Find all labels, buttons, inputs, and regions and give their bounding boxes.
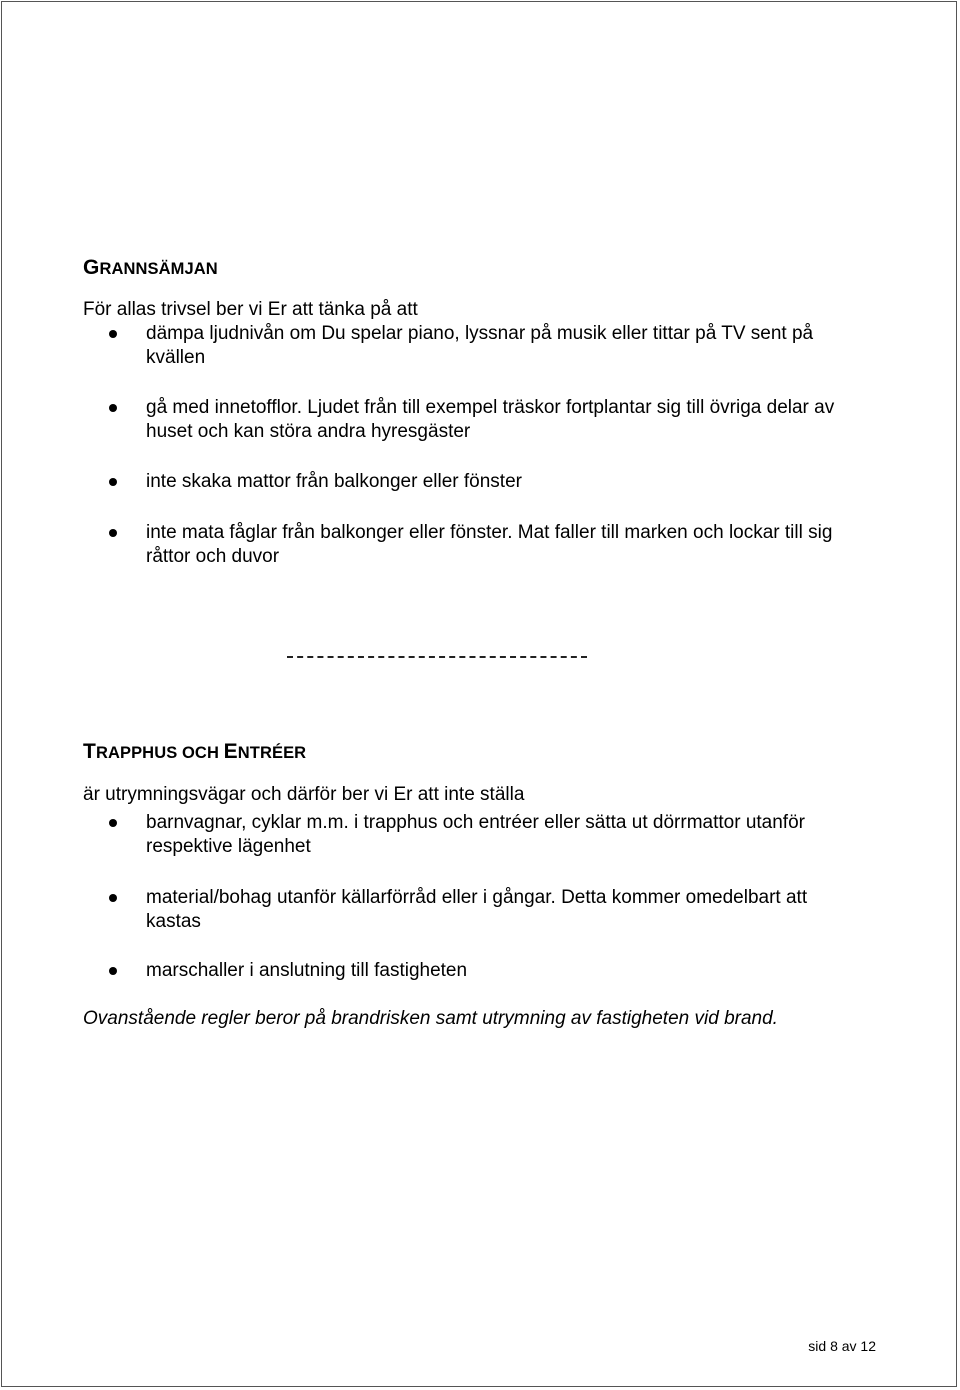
section-heading-trapphus: TRAPPHUS OCH ENTRÉER — [83, 740, 307, 763]
bullet-icon — [109, 894, 117, 902]
section2-intro: är utrymningsvägar och därför ber vi Er att inte ställa — [83, 784, 525, 805]
bullet-icon — [109, 478, 117, 486]
page-number: sid 8 av 12 — [808, 1338, 876, 1354]
bullet-icon — [109, 529, 117, 537]
bullet-icon — [109, 819, 117, 827]
list-item: gå med innetofflor. Ljudet från till exempel träskor fortplantar sig till övriga delar av huset och kan störa andra hyresgäster — [146, 397, 835, 442]
list-item: barnvagnar, cyklar m.m. i trapphus och entréer eller sätta ut dörrmattor utanför respektive lägenhet — [146, 812, 805, 857]
list-item: inte mata fåglar från balkonger eller fönster. Mat faller till marken och lockar till sig råttor och duvor — [146, 522, 833, 567]
section1-intro: För allas trivsel ber vi Er att tänka på att — [83, 299, 418, 320]
section-divider — [287, 656, 587, 658]
list-item: marschaller i anslutning till fastigheten — [146, 960, 468, 981]
list-item: dämpa ljudnivån om Du spelar piano, lyssnar på musik eller tittar på TV sent på kvällen — [146, 323, 814, 368]
closing-note: Ovanstående regler beror på brandrisken samt utrymning av fastigheten vid brand. — [83, 1008, 778, 1029]
list-item: inte skaka mattor från balkonger eller fönster — [146, 471, 522, 492]
list-item: material/bohag utanför källarförråd eller i gångar. Detta kommer omedelbart att kastas — [146, 887, 808, 932]
section-heading-grannsamjan: GRANNSÄMJAN — [83, 256, 218, 279]
page-border — [1, 1, 957, 1387]
bullet-icon — [109, 404, 117, 412]
bullet-icon — [109, 330, 117, 338]
bullet-icon — [109, 967, 117, 975]
